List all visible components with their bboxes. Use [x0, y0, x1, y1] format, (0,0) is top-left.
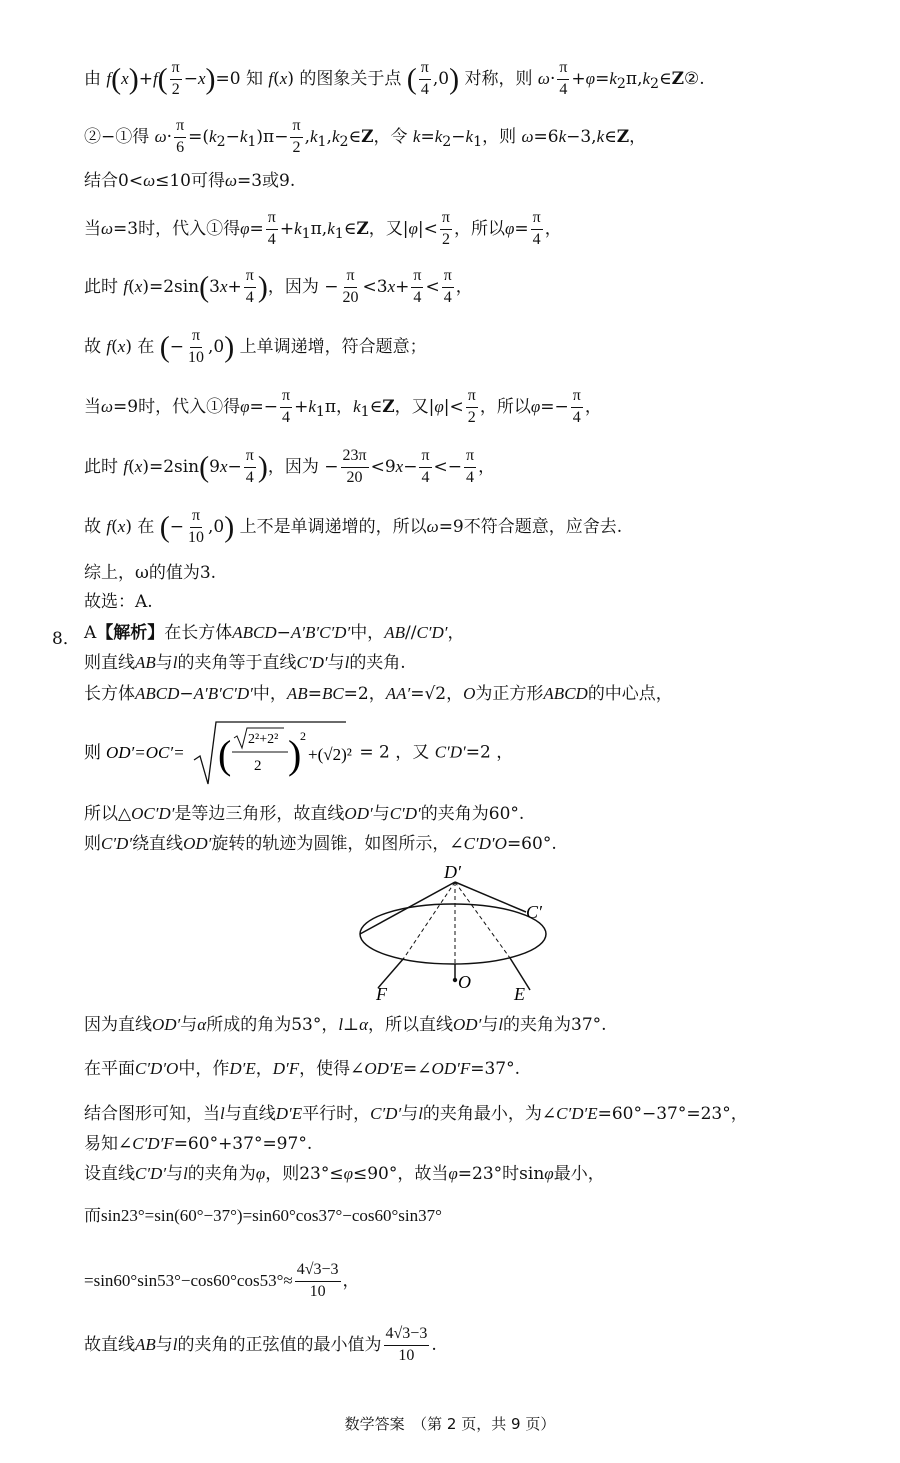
nested-radical-expression	[84, 718, 354, 788]
solution-line: 故 f(x) 在 (− $\frac{\pi}{10}$ ,0) 上不是单调递增的，所以ω=9不符合题意，应舍去.	[84, 507, 623, 546]
solution-line: 长方体ABCD−A′B′C′D′中，AB=BC=2，AA′=√2，O为正方形ABCD的中心点，	[84, 684, 673, 704]
solution-line: 而sin23°=sin(60°−37°)=sin60°cos37°−cos60°sin37°	[84, 1206, 442, 1225]
page-footer: 数学答案 （第 2 页，共 9 页）	[344, 1415, 556, 1433]
label-c: C′	[526, 902, 542, 922]
cone-base-ellipse	[360, 904, 546, 964]
solution-line: 则C′D′绕直线OD′旋转的轨迹为圆锥，如图所示，∠C′D′O=60°.	[84, 834, 557, 854]
svg-text:+(√2)²: +(√2)²	[308, 745, 352, 764]
solution-line: 此时 f(x)=2sin(9x− $\frac{\pi}{4}$ )，因为 − $\frac{23\pi}{20}$ <9x− $\frac{\pi}{4}$ <− $\frac{\pi}{4}$ ，	[84, 447, 496, 486]
solution-line: 在平面C′D′O中，作D′E，D′F，使得∠OD′E=∠OD′F=37°.	[84, 1059, 520, 1079]
solution-line: 设直线C′D′与l的夹角为φ，则23°≤φ≤90°，故当φ=23°时sinφ最小，	[84, 1164, 605, 1184]
cone-generatrix-left	[360, 882, 455, 934]
solution-line: A【解析】在长方体ABCD−A′B′C′D′中，AB//C′D′，	[84, 623, 465, 643]
solution-line: 故直线AB与l的夹角的正弦值的最小值为 $\frac{4√3-3}{10}$ .	[84, 1325, 437, 1364]
question-number: 8．	[52, 629, 80, 649]
svg-text:OD′=OC′=: OD′=OC′=	[106, 743, 185, 762]
svg-text:): )	[288, 732, 302, 777]
point-o	[453, 978, 457, 982]
label-f: F	[376, 984, 387, 1002]
svg-text:2: 2	[254, 758, 262, 774]
svg-text:则: 则	[84, 743, 101, 762]
svg-text:2²+2²: 2²+2²	[248, 732, 279, 747]
solution-line: 所以△OC′D′是等边三角形，故直线OD′与C′D′的夹角为60°.	[84, 804, 525, 824]
solution-line: 则 OD′=OC′= ( 2²+2² 2 ) 2 +(√2)² = 2 ，又 C′D′=2 ，	[84, 718, 513, 788]
label-e: E	[514, 984, 525, 1002]
solution-line: 综上，ω的值为3.	[84, 563, 217, 583]
cone-figure	[340, 862, 570, 1002]
solution-line: 易知∠C′D′F=60°+37°=97°.	[84, 1134, 313, 1154]
solution-line: ②−①得 ω· $\frac{\pi}{6}$ $=(k_2-k_1)\pi-$ $\frac{\pi}{2}$ $,k_1,k_2\in Z$，令 $k=k_2-k_1$，则 ω=6k−3,k∈Z，	[84, 117, 647, 156]
solution-line: 故 f(x) 在 (− $\frac{\pi}{10}$ ,0) 上单调递增，符合题意；	[84, 327, 427, 366]
solution-line: 则直线AB与l的夹角等于直线C′D′与l的夹角.	[84, 653, 406, 673]
svg-text:(: (	[218, 732, 232, 777]
solution-line: 结合0<ω≤10可得ω=3或9.	[84, 171, 296, 191]
solution-line: 因为直线OD′与α所成的角为53°，l⊥α，所以直线OD′与l的夹角为37°.	[84, 1015, 607, 1035]
solution-line: 当ω=3时，代入①得φ= $\frac{\pi}{4}$ $+k_1\pi,k_1\in Z$，又|φ|< $\frac{\pi}{2}$ ，所以φ= $\frac{\pi}{4}$ ，	[84, 209, 562, 248]
solution-line: 故选：A.	[84, 592, 153, 612]
solution-line: =sin60°sin53°−cos60°cos53°≈ $\frac{4√3-3}{10}$ ，	[84, 1261, 360, 1300]
solution-line: 结合图形可知，当l与直线D′E平行时，C′D′与l的夹角最小，为∠C′D′E=60°−37°=23°，	[84, 1104, 748, 1124]
solution-line: 此时 f(x)=2sin(3x+ $\frac{\pi}{4}$ )，因为 − $\frac{\pi}{20}$ <3x+ $\frac{\pi}{4}$ < $\frac{\pi}{4}$ ，	[84, 267, 473, 306]
label-d: D′	[444, 862, 461, 882]
line-df-dashed	[404, 882, 455, 958]
label-o: O	[458, 972, 471, 992]
solution-line: 由 f(x)+f( $\frac{\pi}{2}$ −x)=0 知 f(x) 的图象关于点 ( $\frac{\pi}{4}$ ,0) 对称，则 ω· $\frac{\pi}{4}$ $+\varphi=k_2\pi,k_2\in Z②$.	[84, 59, 705, 98]
svg-text:2: 2	[300, 729, 306, 743]
cone-generatrix-dc	[455, 882, 526, 912]
solution-line: 当ω=9时，代入①得φ=− $\frac{\pi}{4}$ $+k_1\pi$，$k_1\in Z$，又|φ|< $\frac{\pi}{2}$ ，所以φ=− $\frac{\pi}{4}$ ，	[84, 387, 602, 426]
